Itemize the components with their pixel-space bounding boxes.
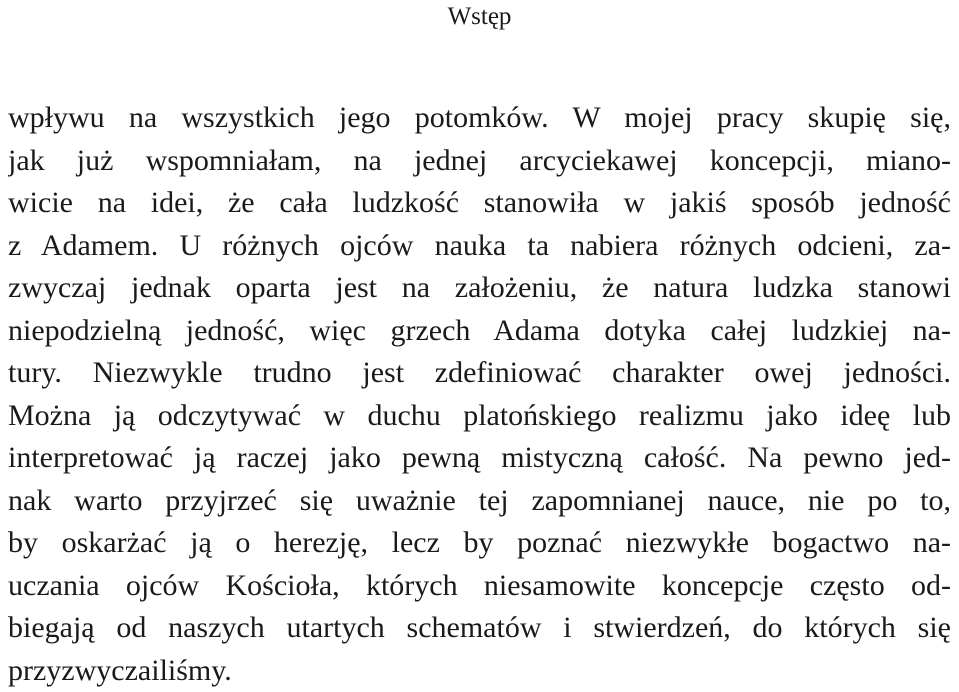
text-line: nak warto przyjrzeć się uważnie tej zapomnianej nauce, nie po to, bbox=[8, 480, 951, 523]
text-line: niepodzielną jedność, więc grzech Adama dotyka całej ludzkiej na- bbox=[8, 310, 951, 353]
text-line: jak już wspomniałam, na jednej arcyciekawej koncepcji, miano- bbox=[8, 140, 951, 183]
running-header: Wstęp bbox=[0, 2, 959, 32]
text-line: wpływu na wszystkich jego potomków. W mojej pracy skupię się, bbox=[8, 97, 951, 140]
text-line: Można ją odczytywać w duchu platońskiego realizmu jako ideę lub bbox=[8, 395, 951, 438]
text-line: uczania ojców Kościoła, których niesamowite koncepcje często od- bbox=[8, 565, 951, 608]
text-line: interpretować ją raczej jako pewną mistyczną całość. Na pewno jed- bbox=[8, 437, 951, 480]
text-line: zwyczaj jednak oparta jest na założeniu, że natura ludzka stanowi bbox=[8, 267, 951, 310]
text-line: biegają od naszych utartych schematów i stwierdzeń, do których się bbox=[8, 607, 951, 650]
body-paragraph bbox=[8, 97, 951, 692]
text-line: by oskarżać ją o herezję, lecz by poznać niezwykłe bogactwo na- bbox=[8, 522, 951, 565]
text-line: wicie na idei, że cała ludzkość stanowiła w jakiś sposób jedność bbox=[8, 182, 951, 225]
text-line: tury. Niezwykle trudno jest zdefiniować charakter owej jedności. bbox=[8, 352, 951, 395]
text-line-last: przyzwyczailiśmy. bbox=[8, 650, 951, 692]
text-line: z Adamem. U różnych ojców nauka ta nabiera różnych odcieni, za- bbox=[8, 225, 951, 268]
